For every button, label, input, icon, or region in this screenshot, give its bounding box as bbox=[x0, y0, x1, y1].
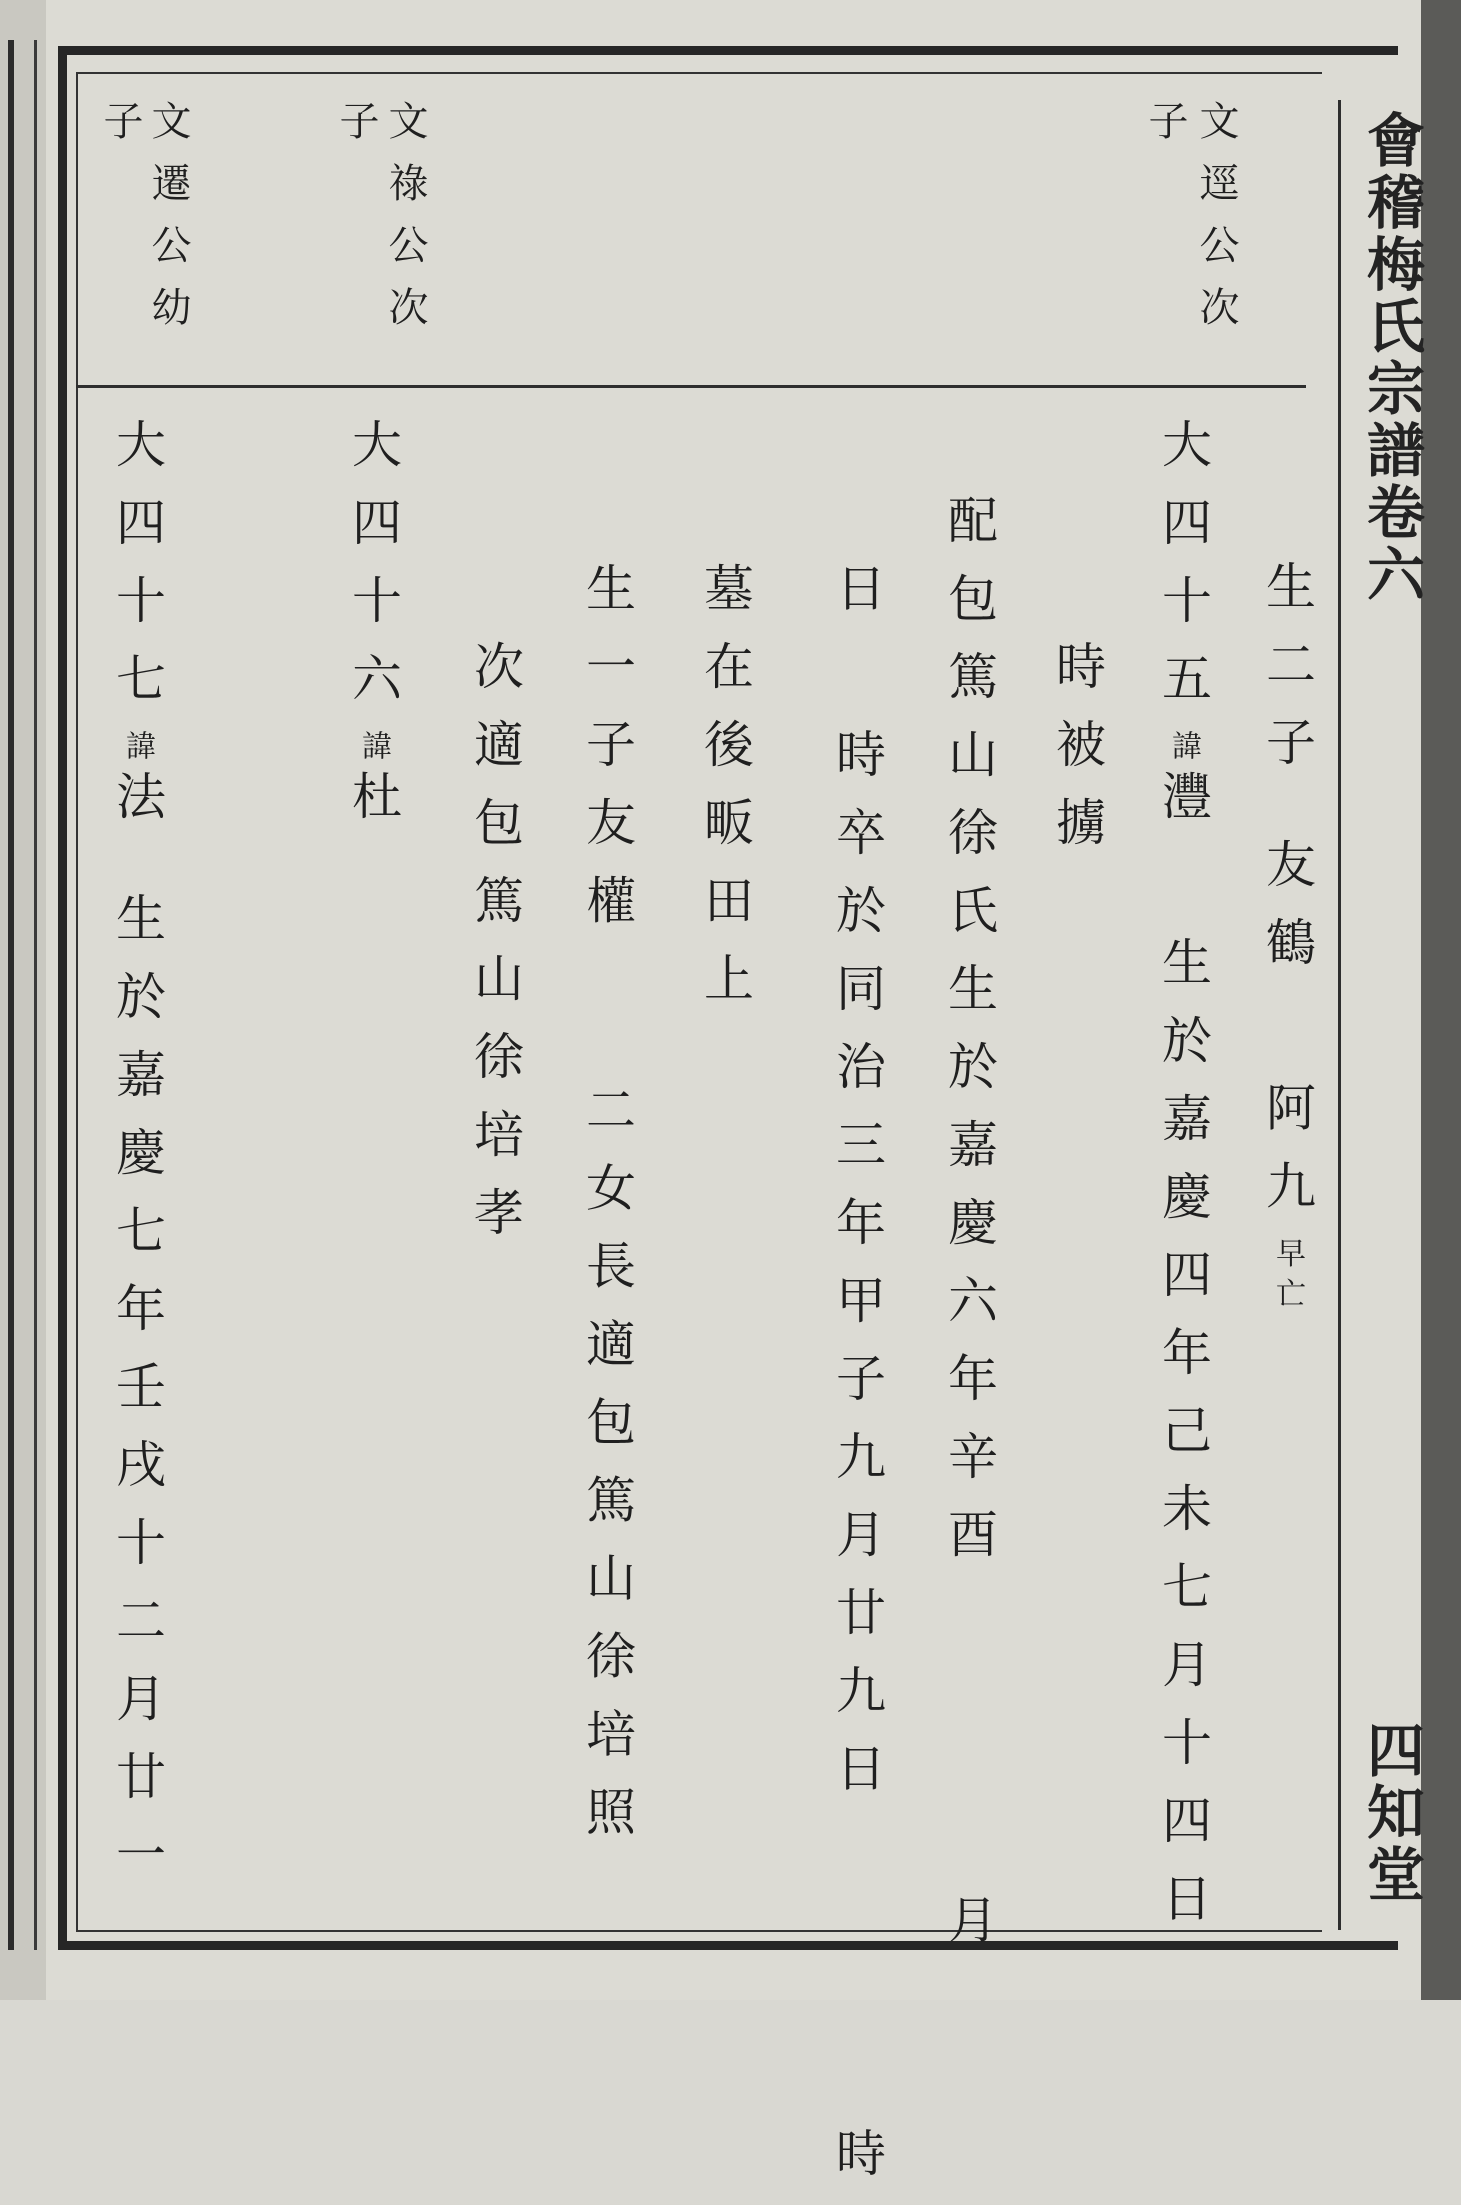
entry1-death: 日 時卒於同治三年甲子九月廿九日 時 bbox=[828, 562, 886, 2205]
header-1-b: 子 bbox=[1142, 100, 1188, 162]
entry1-spouse: 配包篤山徐氏生於嘉慶六年辛酉 月 bbox=[940, 494, 998, 1972]
entry1-children: 生一子友權 二女長適包篤山徐培照 bbox=[578, 562, 636, 1864]
entry3-name: 大四十七諱法 生於嘉慶七年壬戌十二月廿一 bbox=[108, 418, 166, 1906]
entry1-name: 大四十五諱灃 生於嘉慶四年己未七月十四日 bbox=[1154, 418, 1212, 1950]
book-title: 會稽梅氏宗譜卷六 bbox=[1357, 110, 1425, 606]
entry1-daughter2: 次適包篤山徐培孝 bbox=[466, 640, 524, 1264]
left-page-edge bbox=[0, 0, 46, 2000]
entry2-name: 大四十六諱杜 bbox=[344, 418, 402, 848]
hall-name: 四知堂 bbox=[1357, 1720, 1425, 1906]
header-1-a: 文逕公次 bbox=[1193, 100, 1239, 348]
header-divider bbox=[76, 385, 1306, 388]
entry1-tomb: 墓在後畈田上 bbox=[696, 562, 754, 1030]
entry1-captured: 時被擄 bbox=[1048, 640, 1106, 874]
center-fold-margin bbox=[1338, 100, 1425, 1930]
header-2-a: 文祿公次 bbox=[382, 100, 428, 348]
entry1-sons: 生二子 友鶴 阿九早亡 bbox=[1258, 560, 1316, 1318]
header-3-b: 子 bbox=[97, 100, 143, 162]
header-2-b: 子 bbox=[333, 100, 379, 162]
header-3-a: 文遷公幼 bbox=[145, 100, 191, 348]
